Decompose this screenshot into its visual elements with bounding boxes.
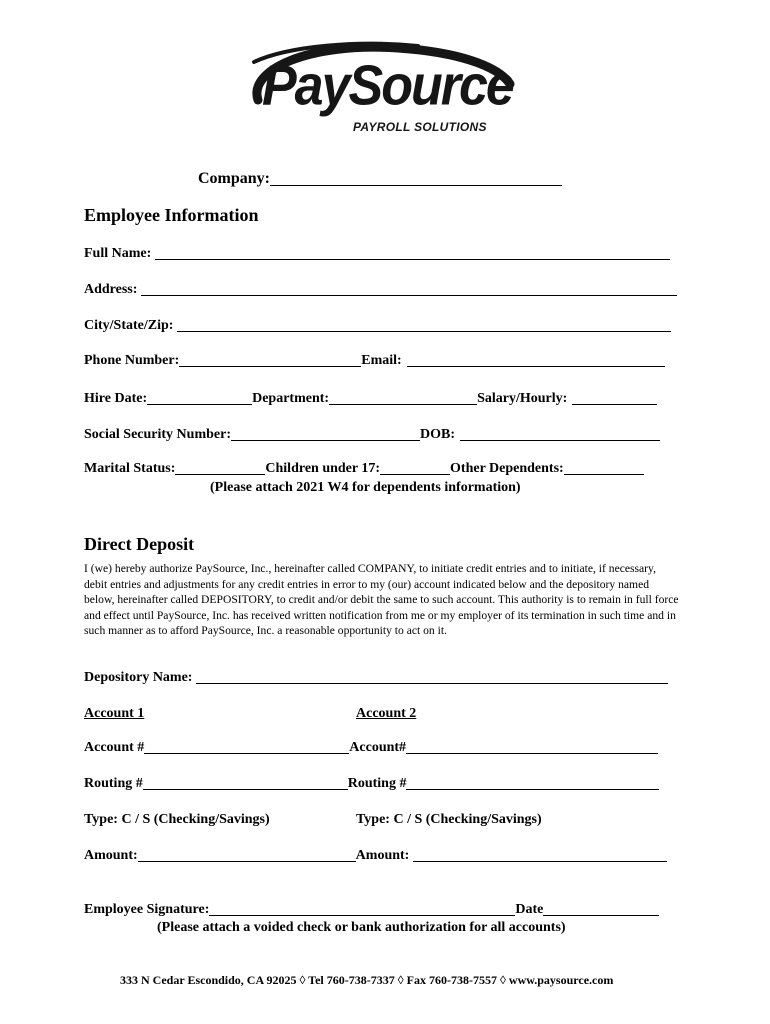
- account2-type-label: Type: C / S (Checking/Savings): [356, 812, 542, 827]
- children-input-line[interactable]: [380, 462, 450, 475]
- amount2-label: Amount:: [355, 848, 410, 863]
- signature-date-row: [84, 902, 659, 918]
- signature-label: Employee Signature:: [84, 902, 210, 917]
- depository-field: [84, 670, 668, 686]
- depository-input-line[interactable]: [196, 671, 668, 684]
- account2-heading: Account 2: [356, 706, 417, 721]
- account1-number-label: Account #: [84, 740, 145, 755]
- marital-children-dependents-row: [84, 461, 644, 477]
- ssn-label: Social Security Number:: [84, 427, 231, 442]
- phone-email-row: [84, 353, 665, 369]
- depository-label: Depository Name:: [84, 670, 193, 685]
- other-dependents-label: Other Dependents:: [450, 461, 564, 476]
- salary-hourly-input-line[interactable]: [572, 392, 657, 405]
- account1-type-label: Type: C / S (Checking/Savings): [84, 812, 270, 827]
- department-label: Department:: [252, 391, 330, 406]
- company-input-line[interactable]: [270, 173, 562, 186]
- other-dependents-input-line[interactable]: [564, 462, 644, 475]
- employee-info-heading: Employee Information: [84, 205, 259, 225]
- salary-hourly-label: Salary/Hourly:: [477, 391, 568, 406]
- voided-check-note: (Please attach a voided check or bank authorization for all accounts): [157, 920, 566, 935]
- address-label: Address:: [84, 282, 138, 297]
- routing1-label: Routing #: [84, 776, 143, 791]
- date-label: Date: [515, 902, 544, 917]
- email-input-line[interactable]: [407, 354, 665, 367]
- phone-label: Phone Number:: [84, 353, 180, 368]
- ssn-input-line[interactable]: [231, 428, 420, 441]
- paysource-logo: [248, 40, 520, 140]
- w4-note: (Please attach 2021 W4 for dependents information): [210, 480, 521, 495]
- date-input-line[interactable]: [543, 903, 659, 916]
- email-label: Email:: [361, 353, 402, 368]
- signature-input-line[interactable]: [209, 903, 515, 916]
- full-name-label: Full Name:: [84, 246, 152, 261]
- marital-status-input-line[interactable]: [175, 462, 265, 475]
- direct-deposit-heading: Direct Deposit: [84, 534, 195, 554]
- full-name-field: [84, 246, 670, 262]
- account1-number-input-line[interactable]: [144, 741, 349, 754]
- company-label: Company:: [198, 170, 271, 187]
- routing2-label: Routing #: [347, 776, 407, 791]
- routing-row: [84, 776, 659, 792]
- phone-input-line[interactable]: [179, 354, 361, 367]
- hire-department-salary-row: [84, 391, 657, 407]
- authorization-paragraph: I (we) hereby authorize PaySource, Inc., hereinafter called COMPANY, to initiate credit entries and to initiate, if necessary, debit entries and adjustments for any credit entries in error to my (our) account indicated below and the depository named below, hereinafter called DEPOSITORY, to credit and/or debit the same to such account. This authority is to remain in full force and effect until PaySource, Inc. has received written notification from me or my employer of its termination in such time and in such manner as to afford PaySource, Inc. a reasonable opportunity to act on it.: [84, 562, 679, 637]
- hire-date-input-line[interactable]: [147, 392, 252, 405]
- account-number-row: [84, 740, 658, 756]
- department-input-line[interactable]: [329, 392, 477, 405]
- city-state-zip-input-line[interactable]: [177, 319, 671, 332]
- ssn-dob-row: [84, 427, 660, 443]
- amount2-input-line[interactable]: [413, 849, 667, 862]
- company-field: [198, 170, 562, 188]
- city-state-zip-label: City/State/Zip:: [84, 318, 174, 333]
- address-input-line[interactable]: [141, 283, 677, 296]
- address-field: [84, 282, 677, 298]
- amount-row: [84, 848, 667, 864]
- hire-date-label: Hire Date:: [84, 391, 148, 406]
- dob-input-line[interactable]: [460, 428, 660, 441]
- full-name-input-line[interactable]: [155, 247, 670, 260]
- routing1-input-line[interactable]: [143, 777, 348, 790]
- footer-contact: 333 N Cedar Escondido, CA 92025 ◊ Tel 760-738-7337 ◊ Fax 760-738-7557 ◊ www.paysource.com: [120, 973, 614, 987]
- logo-tagline: PAYROLL SOLUTIONS: [353, 120, 487, 134]
- amount1-input-line[interactable]: [138, 849, 356, 862]
- dob-label: DOB:: [419, 427, 455, 442]
- account1-heading: Account 1: [84, 706, 145, 721]
- marital-status-label: Marital Status:: [84, 461, 176, 476]
- children-label: Children under 17:: [265, 461, 381, 476]
- amount1-label: Amount:: [84, 848, 138, 863]
- city-state-zip-field: [84, 318, 671, 334]
- logo-wordmark: PaySource: [262, 54, 513, 118]
- account2-number-label: Account#: [349, 740, 407, 755]
- routing2-input-line[interactable]: [406, 777, 659, 790]
- account2-number-input-line[interactable]: [406, 741, 658, 754]
